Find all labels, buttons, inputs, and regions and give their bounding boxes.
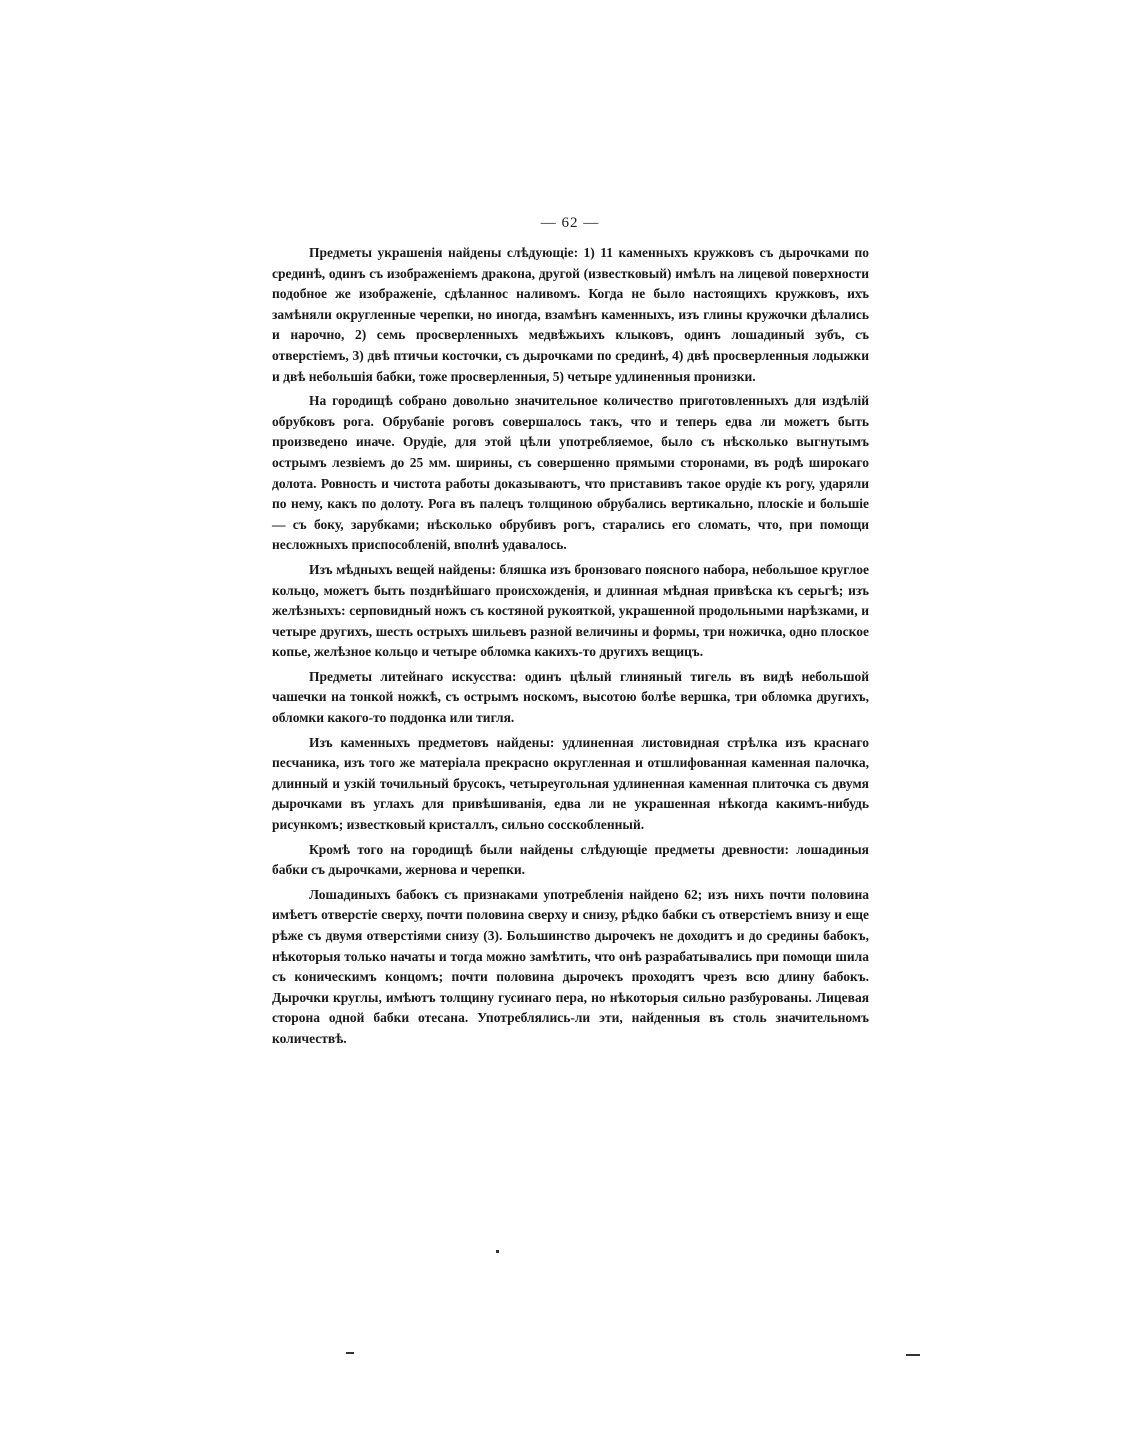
paragraph-metal-items: Изъ мѣдныхъ вещей найдены: бляшка изъ бронзоваго поясного набора, небольшое круглое кольцо, можетъ быть позднѣйшаго происхожденія, и длинная мѣдная привѣска къ серьгѣ; изъ желѣзныхъ: серповидный ножъ съ костяной рукояткой, украшенной продольными нарѣзками, и четыре другихъ, шесть острыхъ шильевъ разной величины и формы, три ножичка, одно плоское копье, желѣзное кольцо и четыре обломка какихъ-то другихъ вещицъ. — [272, 561, 869, 660]
paragraph-other-antiquities: Кромѣ того на городищѣ были найдены слѣдующіе предметы древности: лошадиныя бабки съ дырочками, жернова и черепки. — [272, 841, 869, 878]
paragraph-horn-cutting: На городищѣ собрано довольно значительное количество приготовленныхъ для издѣлій обрубковъ рога. Обрубаніе роговъ совершалось такъ, что и теперь едва ли можетъ быть произведено иначе. Орудіе, для этой цѣли употребляемое, было съ нѣсколько выгнутымъ острымъ лезвіемъ до 25 мм. ширины, съ совершенно прямыми сторонами, въ родѣ широкаго долота. Ровность и чистота работы доказываютъ, что приставивъ такое орудіе къ рогу, ударяли по нему, какъ по долоту. Рога въ палецъ толщиною обрубались вертикально, плоскіе и большіе — съ боку, зарубками; нѣсколько обрубивъ рогъ, старались его сломать, что, при помощи несложныхъ приспособленій, вполнѣ удавалось. — [272, 393, 869, 553]
paragraph-ornaments: Предметы украшенія найдены слѣдующіе: 1) 11 каменныхъ кружковъ съ дырочками по срединѣ, одинъ съ изображеніемъ дракона, другой (известковый) имѣлъ на лицевой поверхности подобное же изображеніе, сдѣланнос наливомъ. Когда не было настоящихъ кружковъ, ихъ замѣняли округленные черепки, но иногда, взамѣнъ каменныхъ, изъ глины кружочки дѣлались и нарочно, 2) семь просверленныхъ медвѣжьихъ клыковъ, одинъ лошадиный зубъ, съ отверстіемъ, 3) двѣ птичьи косточки, съ дырочками по срединѣ, 4) двѣ просверленныя лодыжки и двѣ небольшія бабки, тоже просверленныя, 5) четыре удлиненныя пронизки. — [272, 245, 869, 384]
scan-speck — [906, 1354, 920, 1356]
document-body — [272, 243, 869, 1054]
paragraph-horse-knucklebones: Лошадиныхъ бабокъ съ признаками употребленія найдено 62; изъ нихъ почти половина имѣетъ отверстіе сверху, почти половина сверху и снизу, рѣдко бабки съ отверстіемъ внизу и еще рѣже съ двумя отверстіями снизу (3). Большинство дырочекъ не доходитъ и до средины бабокъ, нѣкоторыя только начаты и тогда можно замѣтить, что онѣ разрабатывались при помощи шила съ коническимъ концомъ; почти половина дырочекъ проходятъ чрезъ всю длину бабокъ. Дырочки круглы, имѣютъ толщину гусинаго пера, но нѣкоторыя сильно разбурованы. Лицевая сторона одной бабки отесана. Употреблялись-ли эти, найденныя въ столь значительномъ количествѣ. — [272, 886, 869, 1046]
paragraph-casting-items: Предметы литейнаго искусства: одинъ цѣлый глиняный тигель въ видѣ небольшой чашечки на тонкой ножкѣ, съ острымъ носкомъ, высотою болѣе вершка, три обломка другихъ, обломки какого-то поддонка или тигля. — [272, 668, 869, 726]
scan-speck — [496, 1250, 499, 1253]
scan-speck — [346, 1352, 354, 1354]
page-number: — 62 — — [540, 215, 600, 231]
paragraph-stone-items: Изъ каменныхъ предметовъ найдены: удлиненная листовидная стрѣлка изъ краснаго песчаника, изъ того же матеріала прекрасно округленная и отшлифованная каменная палочка, длинный и узкій точильный брусокъ, четыреугольная удлиненная каменная плиточка съ двумя дырочками въ углахъ для привѣшиванія, едва ли не украшенная нѣкогда какимъ-нибудь рисункомъ; известковый кристаллъ, сильно сосскобленный. — [272, 734, 869, 833]
